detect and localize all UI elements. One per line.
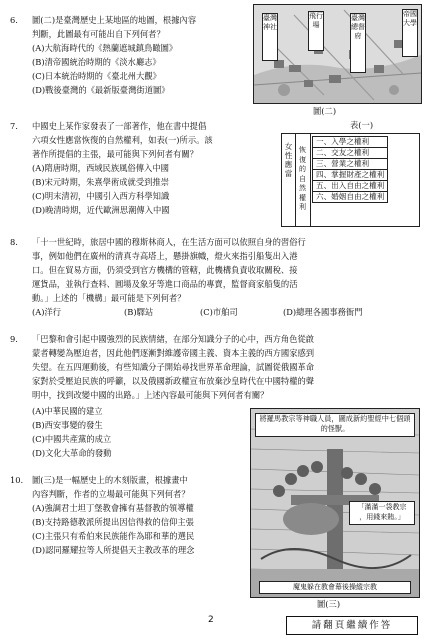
q9-stem-line-4: 家對於受壓迫民族的呼籲，以及俄國新政權宣布放棄沙皇時代在中國特權的聲 <box>32 376 315 386</box>
figure-3-side-bubble: 「滿滿一袋教宗 ，用錢來賄。」 <box>349 501 415 525</box>
table-1-caption: 表(一) <box>350 120 374 130</box>
table-1 <box>281 133 420 227</box>
q10-option-c: (C)主張只有希伯來民族能作為耶和華的選民 <box>32 531 195 541</box>
q9-stem-line-5: 明中，找到改變中國的出路。」上述內容最可能與下列何者有關？ <box>32 390 269 400</box>
q10-option-d: (D)認同羅耀拉等人所提倡天主教改革的理念 <box>32 545 195 555</box>
figure-3-woodcut <box>250 408 420 598</box>
label-taiwan-shrine: 臺灣神社 <box>262 13 278 61</box>
q8-stem-line-2: 事，例如他們在廣州的清真寺高塔上，懸掛旗幟，燈火來指引船隻出入港 <box>32 251 298 261</box>
q7-option-b: (B)宋元時期，朱熹學術成就受到推崇 <box>32 177 170 187</box>
continue-notice: 請翻頁繼續作答 <box>286 616 418 635</box>
q9-option-a: (A)中華民國的建立 <box>32 406 103 416</box>
figure-3-caption: 圖(三) <box>317 599 341 609</box>
rights-row: 三、營業之權利 <box>313 159 388 170</box>
q9-stem-line-2: 蒙者轉變為壓迫者，因此他們逐漸對維護帝國主義、資本主義的西方國家感到 <box>32 348 315 358</box>
q10-stem-line-1: 圖(三)是一幅歷史上的木刻版畫，根據畫中 <box>32 475 188 485</box>
rights-row: 四、掌握財產之權利 <box>313 170 388 181</box>
q10-stem-line-2: 內容判斷，作者的立場最可能與下列何者？ <box>32 489 190 499</box>
q7-option-c: (C)明末清初，中國引入西方科學知識 <box>32 191 170 201</box>
q8-option-c: (C)市舶司 <box>200 307 238 317</box>
q9-option-d: (D)文化大革命的發動 <box>32 448 112 458</box>
q7-number: 7. <box>10 121 18 131</box>
figure-2-caption: 圖(二) <box>313 106 337 116</box>
q9-stem-line-1: 「巴黎和會引起中國強烈的民族情緒，在部分知識分子的心中，西方角色從啟 <box>32 334 315 344</box>
rights-row: 六、婚姻自由之權利 <box>313 192 388 203</box>
q6-stem-line-2: 判斷，此圖最有可能出自下列何者？ <box>32 29 165 39</box>
table-1-mid-label: 恢復的自然權利 <box>299 146 306 211</box>
q8-stem-line-3: 口。但在貿易方面，仍須受到官方機構的管轄，此機構負責收取關稅、接 <box>32 265 298 275</box>
label-governor-office: 臺灣總督府 <box>350 13 366 73</box>
q9-option-c: (C)中國共產黨的成立 <box>32 434 112 444</box>
map-illustration <box>254 5 421 103</box>
q7-stem-line-3: 著作所提倡的主張，最可能與下列何者有關？ <box>32 149 198 159</box>
q8-stem-line-1: 「十一世紀時，旅居中國的穆斯林商人，在生活方面可以依照自身的習俗行 <box>32 237 306 247</box>
q6-option-d: (D)戰後臺灣的《最新版臺灣街道圖》 <box>32 85 170 95</box>
q6-number: 6. <box>10 15 18 25</box>
figure-3-top-bubble: 將羅馬教宗等神職人員，圖成新約聖經中七個頭的怪獸。 <box>255 413 415 437</box>
q8-number: 8. <box>10 237 18 247</box>
rights-row: 五、出入自由之權利 <box>313 181 388 192</box>
label-imperial-university: 帝國大學 <box>402 9 418 57</box>
q9-number: 9. <box>10 334 18 344</box>
q8-stem-line-4: 運貨品，並執行查料、圓場及象牙等進口商品的專賣，監督商家船隻的活 <box>32 279 298 289</box>
q6-stem-line-1: 圖(二)是臺灣歷史上某地區的地圖，根據內容 <box>32 15 197 25</box>
q6-option-a: (A)大航海時代的《熱蘭遮城鎮鳥瞰圖》 <box>32 43 178 53</box>
q10-option-b: (B)支持路德教派所提出因信得救的信仰主張 <box>32 517 194 527</box>
figure-3-bottom-caption-box: 魔鬼躲在教會幕後操縱宗教 <box>259 581 411 594</box>
q8-option-d: (D)總理各國事務衙門 <box>283 307 363 317</box>
rights-row: 一、入學之權利 <box>313 137 388 148</box>
page-number: 2 <box>208 615 214 625</box>
table-1-left-label: 女性應當 <box>284 142 293 178</box>
q6-option-c: (C)日本統治時期的《臺北州大觀》 <box>32 71 161 81</box>
q8-option-a: (A)洋行 <box>32 307 62 317</box>
rights-table <box>312 136 388 203</box>
q9-option-b: (B)西安事變的發生 <box>32 420 103 430</box>
q9-stem-line-3: 失望。在五四運動後，有些知識分子開始尋找世界革命理論，試圖從俄國革命 <box>32 362 315 372</box>
label-airfield: 飛行場 <box>308 11 324 51</box>
q7-option-d: (D)晚清時期，近代歐洲思潮傳入中國 <box>32 205 170 215</box>
figure-2-map <box>253 4 422 104</box>
q7-stem-line-2: 六項女性應當恢復的自然權利，如表(一)所示。該 <box>32 135 213 145</box>
q10-option-a: (A)強調君士坦丁堡教會擁有基督教的領導權 <box>32 503 194 513</box>
q10-number: 10. <box>10 475 24 485</box>
q8-option-b: (B)驛站 <box>124 307 154 317</box>
rights-row: 二、交友之權利 <box>313 148 388 159</box>
q7-stem-line-1: 中國史上某作家發表了一部著作，他在書中提倡 <box>32 121 207 131</box>
q8-stem-line-5: 動。」上述的「機構」最可能是下列何者？ <box>32 293 186 303</box>
q6-option-b: (B)清帝國統治時期的《淡水廳志》 <box>32 57 161 67</box>
q7-option-a: (A)隋唐時期，西域民族風俗傳入中國 <box>32 163 169 173</box>
